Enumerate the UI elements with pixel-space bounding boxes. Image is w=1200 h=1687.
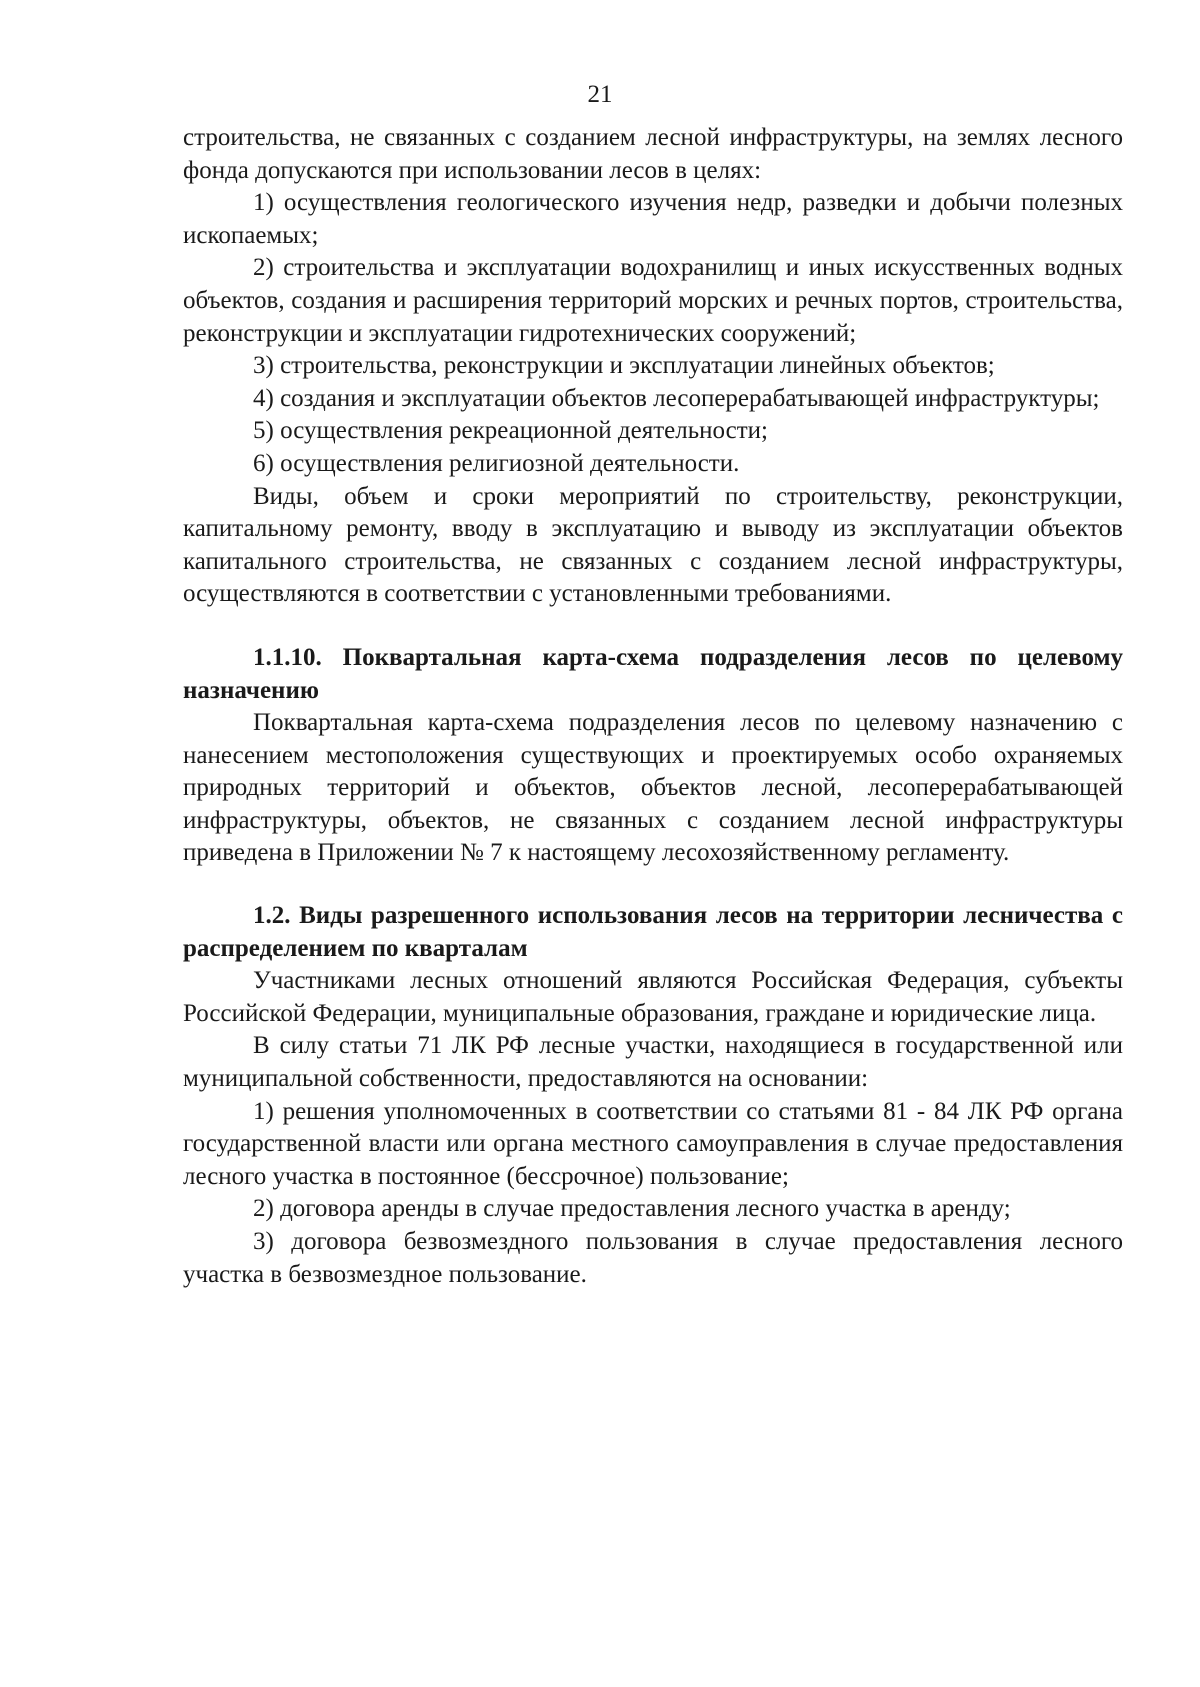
paragraph: В силу статьи 71 ЛК РФ лесные участки, находящиеся в государственной или муниципальной собственности, предоставляются на основании:: [183, 1032, 1123, 1093]
list-item: 3) строительства, реконструкции и эксплуатации линейных объектов;: [253, 352, 995, 380]
list-item: 4) создания и эксплуатации объектов лесоперерабатывающей инфраструктуры;: [253, 384, 1100, 412]
list-item: 1) осуществления геологического изучения недр, разведки и добычи полезных ископаемых;: [183, 189, 1123, 249]
paragraph: Участниками лесных отношений являются Российская Федерация, субъекты Российской Федерации, муниципальные образования, граждане и юридические лица.: [183, 967, 1123, 1027]
list-item: 2) строительства и эксплуатации водохранилищ и иных искусственных водных объектов, создания и расширения территорий морских и речных портов, строительства, реконструкции и эксплуатации гидротехнических сооружений;: [183, 254, 1123, 347]
paragraph: Виды, объем и сроки мероприятий по строительству, реконструкции, капитальному ремонту, вводу в эксплуатацию и выводу из эксплуатации объектов капитального строительства, не связанных с созданием лесной инфраструктуры, осуществляются в соответствии с установленными требованиями.: [183, 482, 1123, 608]
page-number: 21: [587, 81, 613, 108]
list-item: 1) решения уполномоченных в соответствии со статьями 81 - 84 ЛК РФ органа государственной власти или органа местного самоуправления в случае предоставления лесного участка в постоянное (бессрочное) пользование;: [183, 1097, 1123, 1190]
list-item: 5) осуществления рекреационной деятельности;: [253, 417, 768, 445]
paragraph: строительства, не связанных с созданием лесной инфраструктуры, на землях лесного фонда допускаются при использовании лесов в целях:: [183, 124, 1123, 184]
paragraph: Поквартальная карта-схема подразделения лесов по целевому назначению с нанесением местоположения существующих и проектируемых особо охраняемых природных территорий и объектов, объектов лесной, лесоперерабатывающей инфраструктуры, объектов, не связанных с созданием лесной инфраструктуры приведена в Приложении № 7 к настоящему лесохозяйственному регламенту.: [183, 709, 1123, 867]
list-item: 6) осуществления религиозной деятельности.: [253, 449, 740, 477]
section-heading-1-2: 1.2. Виды разрешенного использования лесов на территории лесничества с распределением по кварталам: [183, 902, 1123, 962]
section-heading-1-1-10: 1.1.10. Поквартальная карта-схема подразделения лесов по целевому назначению: [183, 643, 1123, 704]
list-item: 3) договора безвозмездного пользования в случае предоставления лесного участка в безвозмездное пользование.: [183, 1228, 1123, 1288]
section-spacer: [183, 870, 1123, 900]
page-content: [183, 122, 1123, 1291]
list-item: 2) договора аренды в случае предоставления лесного участка в аренду;: [253, 1195, 1011, 1223]
section-spacer: [183, 611, 1123, 642]
